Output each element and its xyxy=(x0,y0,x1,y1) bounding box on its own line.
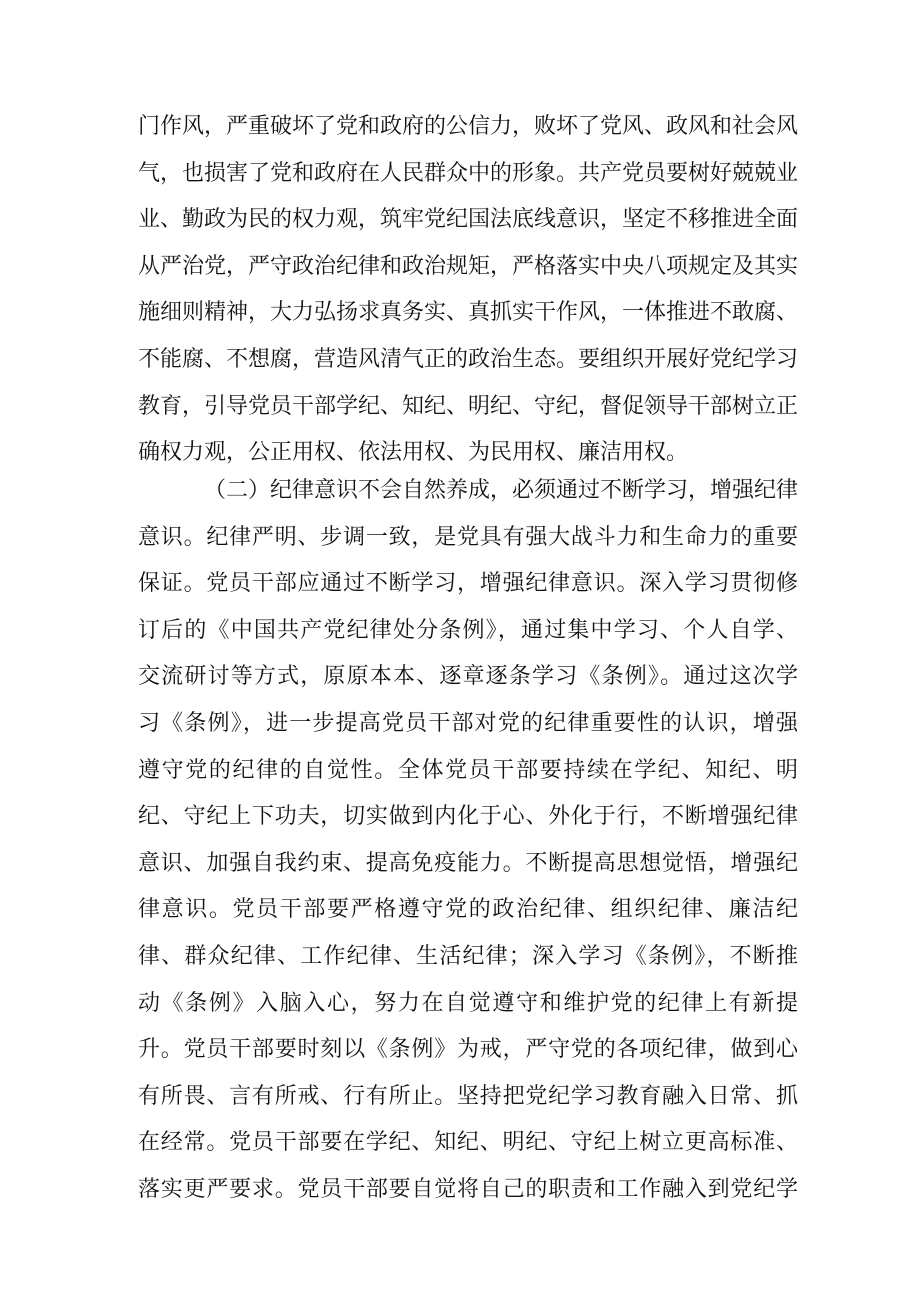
text-line: 从严治党，严守政治纪律和政治规矩，严格落实中央八项规定及其实 xyxy=(138,253,799,279)
text-line: 升。党员干部要时刻以《条例》为戒，严守党的各项纪律，做到心 xyxy=(138,1037,798,1063)
text-line: 律、群众纪律、工作纪律、生活纪律；深入学习《条例》，不断推 xyxy=(138,943,798,969)
paragraph-2 xyxy=(138,468,798,1214)
text-line: 保证。党员干部应通过不断学习，增强纪律意识。深入学习贯彻修 xyxy=(138,571,798,597)
text-line: 动《条例》入脑入心，努力在自觉遵守和维护党的纪律上有新提 xyxy=(138,990,798,1016)
paragraph-1 xyxy=(138,104,798,477)
text-line: 意识。纪律严明、步调一致，是党具有强大战斗力和生命力的重要 xyxy=(138,524,798,550)
text-line: 落实更严要求。党员干部要自觉将自己的职责和工作融入到党纪学 xyxy=(138,1176,798,1202)
text-line: 遵守党的纪律的自觉性。全体党员干部要持续在学纪、知纪、明 xyxy=(138,757,798,783)
text-line: 在经常。党员干部要在学纪、知纪、明纪、守纪上树立更高标准、 xyxy=(138,1130,798,1156)
text-line: 有所畏、言有所戒、行有所止。坚持把党纪学习教育融入日常、抓 xyxy=(138,1083,798,1109)
text-line: 交流研讨等方式，原原本本、逐章逐条学习《条例》。通过这次学 xyxy=(138,664,798,690)
text-line: 教育，引导党员干部学纪、知纪、明纪、守纪，督促领导干部树立正 xyxy=(138,393,799,419)
text-line-indented: （二）纪律意识不会自然养成，必须通过不断学习，增强纪律 xyxy=(204,478,799,503)
text-line: 意识、加强自我约束、提高免疫能力。不断提高思想觉悟，增强纪 xyxy=(138,850,798,876)
text-line: 施细则精神，大力弘扬求真务实、真抓实干作风，一体推进不敢腐、 xyxy=(138,300,799,326)
text-line: 订后的《中国共产党纪律处分条例》，通过集中学习、个人自学、 xyxy=(138,617,798,643)
text-line: 律意识。党员干部要严格遵守党的政治纪律、组织纪律、廉洁纪 xyxy=(138,897,798,923)
text-line: 纪、守纪上下功夫，切实做到内化于心、外化于行，不断增强纪律 xyxy=(138,804,798,830)
text-line: 习《条例》，进一步提高党员干部对党的纪律重要性的认识，增强 xyxy=(138,710,798,736)
text-line: 确权力观，公正用权、依法用权、为民用权、廉洁用权。 xyxy=(138,440,689,466)
text-line: 业、勤政为民的权力观，筑牢党纪国法底线意识，坚定不移推进全面 xyxy=(138,207,799,233)
text-line: 气，也损害了党和政府在人民群众中的形象。共产党员要树好兢兢业 xyxy=(138,160,799,186)
text-line: 门作风，严重破坏了党和政府的公信力，败坏了党风、政风和社会风 xyxy=(138,114,799,139)
text-line: 不能腐、不想腐，营造风清气正的政治生态。要组织开展好党纪学习 xyxy=(138,346,799,372)
